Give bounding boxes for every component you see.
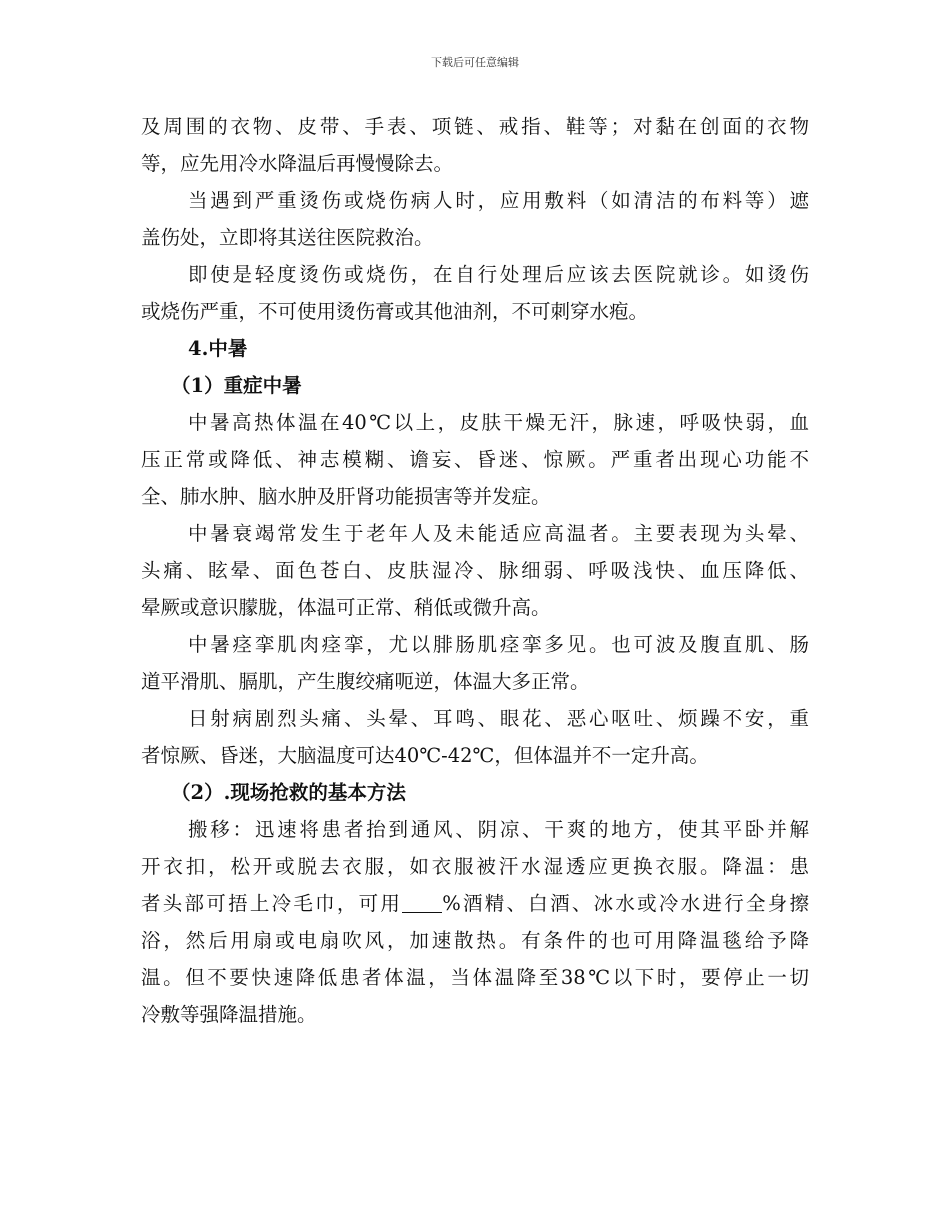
- subsection-heading: （1）重症中暑: [171, 374, 302, 397]
- subsection-heading: （2）.现场抢救的基本方法: [171, 781, 406, 804]
- page-header: 下载后可任意编辑: [431, 56, 519, 69]
- text-line: 温。但不要快速降低患者体温，当体温降至38℃以下时，要停止一切: [141, 966, 809, 989]
- text-line: 日射病剧烈头痛、头晕、耳鸣、眼花、恶心呕吐、烦躁不安，重: [188, 707, 809, 730]
- text-line: 中暑痉挛肌肉痉挛，尤以腓肠肌痉挛多见。也可波及腹直肌、肠: [188, 633, 809, 656]
- text-line: 道平滑肌、膈肌，产生腹绞痛呃逆，体温大多正常。: [141, 670, 590, 693]
- text-line: 冷敷等强降温措施。: [141, 1003, 317, 1026]
- text-line: 开衣扣，松开或脱去衣服，如衣服被汗水湿透应更换衣服。降温：患: [141, 855, 809, 878]
- text-line: 浴，然后用扇或电扇吹风，加速散热。有条件的也可用降温毯给予降: [141, 929, 809, 952]
- text-line: 头痛、眩晕、面色苍白、皮肤湿冷、脉细弱、呼吸浅快、血压降低、: [141, 559, 809, 582]
- document-body: [141, 108, 809, 1033]
- text-segment: 者头部可捂上冷毛巾，可用: [141, 892, 403, 915]
- section-heading: 4.中暑: [188, 337, 248, 360]
- text-line: 当遇到严重烫伤或烧伤病人时，应用敷料（如清洁的布料等）遮: [188, 189, 809, 212]
- text-line: 全、肺水肿、脑水肿及肝肾功能损害等并发症。: [141, 485, 551, 508]
- text-line: 搬移：迅速将患者抬到通风、阴凉、干爽的地方，使其平卧并解: [188, 818, 809, 841]
- text-line: 盖伤处，立即将其送往医院救治。: [141, 226, 434, 249]
- fill-blank: [402, 892, 442, 913]
- text-line: 压正常或降低、神志模糊、谵妄、昏迷、惊厥。严重者出现心功能不: [141, 448, 809, 471]
- text-line: 晕厥或意识朦胧，体温可正常、稍低或微升高。: [141, 596, 551, 619]
- text-line: 及周围的衣物、皮带、手表、项链、戒指、鞋等；对黏在创面的衣物: [141, 115, 809, 138]
- text-line: 等，应先用冷水降温后再慢慢除去。: [141, 152, 454, 175]
- text-segment: %酒精、白酒、冰水或冷水进行全身擦: [442, 892, 809, 915]
- text-line: 中暑衰竭常发生于老年人及未能适应高温者。主要表现为头晕、: [188, 522, 809, 545]
- text-line: 中暑高热体温在40℃以上，皮肤干燥无汗，脉速，呼吸快弱，血: [188, 411, 809, 434]
- text-line-with-blank: [141, 885, 809, 922]
- text-line: 者惊厥、昏迷，大脑温度可达40℃-42℃，但体温并不一定升高。: [141, 744, 709, 767]
- text-line: 即使是轻度烫伤或烧伤，在自行处理后应该去医院就诊。如烫伤: [188, 263, 809, 286]
- text-line: 或烧伤严重，不可使用烫伤膏或其他油剂，不可刺穿水疱。: [141, 300, 649, 323]
